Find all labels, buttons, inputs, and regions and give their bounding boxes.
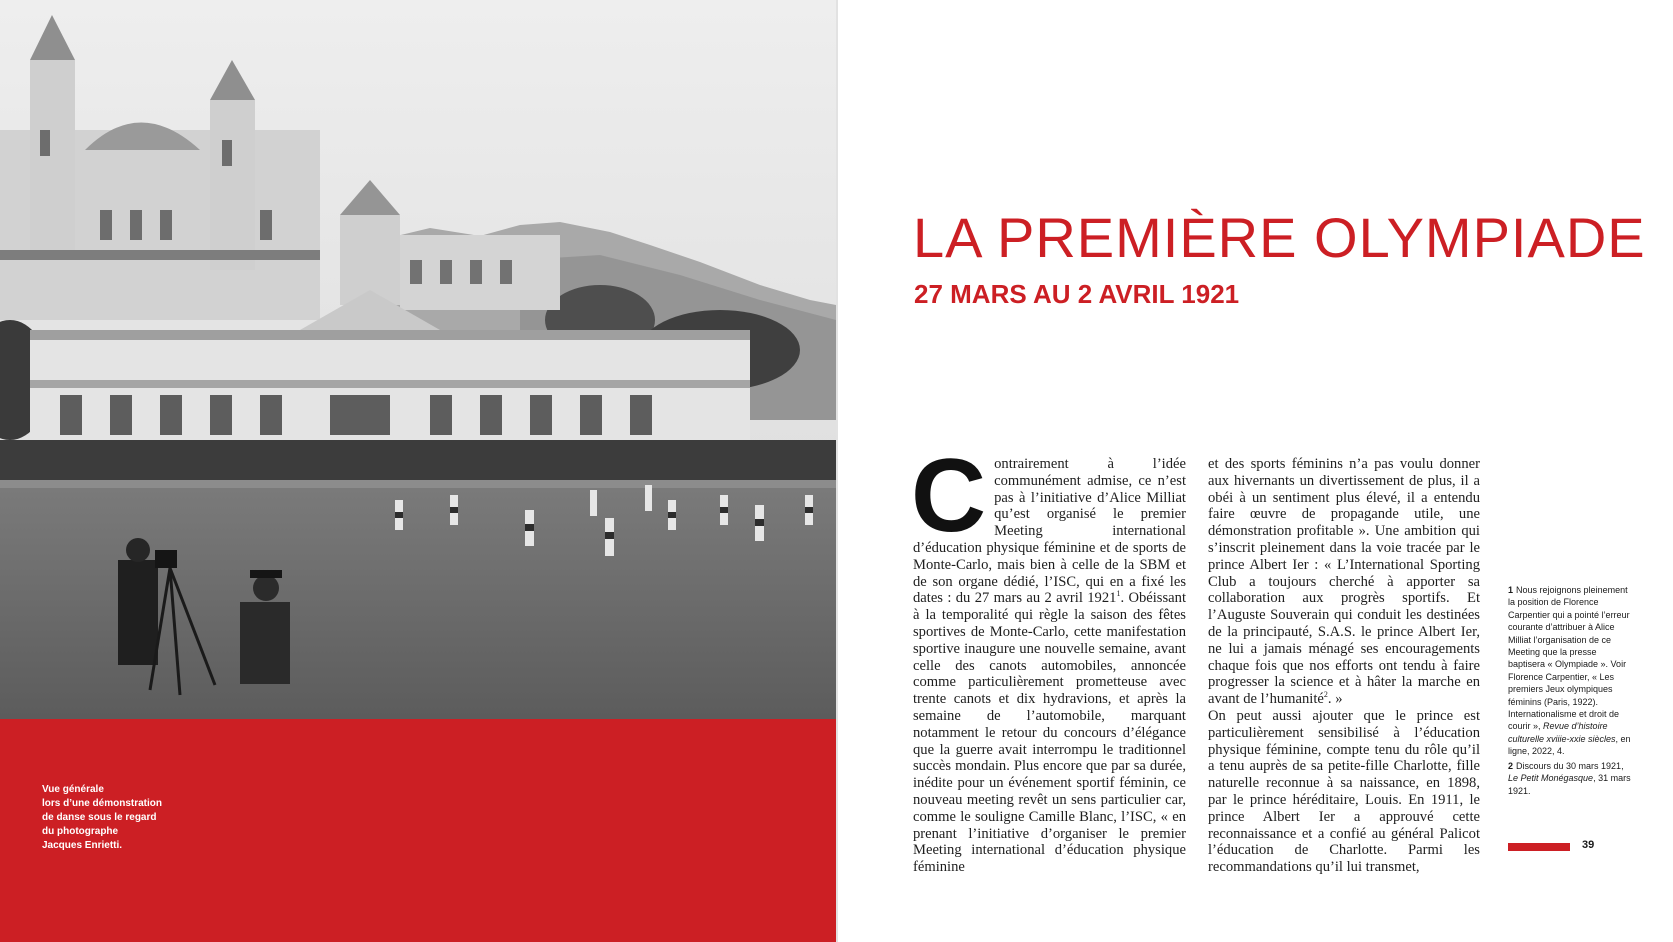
body-text: On peut aussi ajouter que le prince est particulièrement sensibilisé à l’éducation physique féminine, compte tenu du rôle qu’il a tenu auprès de sa petite-fille Charlotte, fille naturelle reconnue à sa naissance, en 1898, par le prince héréditaire, Louis. En 1911, le prince Albert Ier a approuvé cette reconnaissance et a confié au général Palicot l’éducation de Charlotte. Parmi les recommandations qu’il lui transmet, <box>1208 707 1480 876</box>
footnote-ref: 2 <box>1323 690 1328 700</box>
caption-line: Jacques Enrietti. <box>42 840 123 851</box>
page-subtitle: 27 MARS AU 2 AVRIL 1921 <box>914 279 1240 309</box>
caption-line: du photographe <box>42 826 119 837</box>
footnotes <box>1508 584 1636 799</box>
body-text: et des sports féminins n’a pas voulu donner aux hivernants un divertissement de plus, il a obéi à un sentiment plus élevé, il a entendu faire œuvre de propagande utile, une démonstration profitable ». Une ambition qui s’inscrit pleinement dans la voie tracée par le prince Albert Ier : « L’International Sporting Club a toujours cherché à apporter sa collaboration aux progrès sportifs. Et l’Auguste Souverain qui conduit les destinées de la principauté, S.A.S. le prince Albert Ier, ne lui a jamais ménagé ses encouragements chaque fois que nos efforts ont tendu à faire progresser la science et à hâter la marche en avant de l’humanité <box>1208 456 1480 708</box>
body-text: . » <box>1327 691 1343 708</box>
footnote-tail: , 31 mars 1921. <box>1508 773 1631 796</box>
body-text: ontrairement à l’idée communément admise, ce n’est pas à l’initiative d’Alice Milliat qu’est organisé le premier Meeting international d’éducation physique féminine et de sports de Monte-Carlo, mais bien à celle de la SBM et de son organe dédié, l’ISC, qui en a fixé les dates : du 27 mars au 2 avril 1921 <box>913 456 1186 607</box>
footnote <box>1508 760 1636 797</box>
caption-line: Vue générale <box>42 784 104 795</box>
dropcap: C <box>911 438 987 554</box>
caption-line: de danse sous le regard <box>42 812 157 823</box>
photo-caption <box>42 783 232 853</box>
footnote-ref: 1 <box>1116 589 1121 599</box>
right-page <box>838 0 1673 942</box>
left-page <box>0 0 836 942</box>
footnote-number: 1 <box>1508 585 1514 595</box>
text-column-2 <box>1208 456 1480 876</box>
page-title: LA PREMIÈRE OLYMPIADE <box>913 206 1646 269</box>
historical-photo <box>0 0 836 719</box>
footnote-italic: Le Petit Monégasque <box>1508 773 1594 784</box>
photo-illustration-icon <box>0 0 836 719</box>
caption-line: lors d’une démonstration <box>42 798 163 809</box>
footnote-number: 2 <box>1508 760 1514 771</box>
footnote-italic: Revue d’histoire culturelle xviiie-xxie siècles <box>1508 721 1616 744</box>
folio-bar <box>1508 843 1570 851</box>
footnote <box>1508 584 1636 758</box>
page-number: 39 <box>1582 839 1595 851</box>
text-column-1 <box>911 438 1186 876</box>
footnote-tail: , en ligne, 2022, 4. <box>1508 733 1631 757</box>
footnote-text: Discours du 30 mars 1921, <box>1516 760 1624 771</box>
footnote-text: Nous rejoignons pleinement la position de Florence Carpentier qui a pointé l’erreur courante d’attribuer à Alice Milliat l’organisation de ce Meeting que la presse baptisera « Olympiade ». Voir Florence Carpentier, « Les premiers Jeux olympiques féminins (Paris, 1922). Internationalisme et droit de courir », <box>1508 585 1630 732</box>
body-text: . Obéissant à la temporalité qui règle la saison des fêtes sportives de Monte-Carlo, cette manifestation sportive inaugure une nouvelle semaine, avant celle des canots automobiles, annoncée comme particulièrement prometteuse avec trente canots et dix hydravions, et après la semaine de l’automobile, marquant notamment le retour du concours d’élégance que la guerre avait interrompu le traditionnel succès mondain. Plus encore que par sa durée, inédite pour un événement sportif féminin, ce nouveau meeting revêt un sens particulier car, comme le souligne Camille Blanc, l’ISC, « en prenant l’initiative d’organiser le premier Meeting international d’éducation physique féminine <box>913 590 1186 876</box>
